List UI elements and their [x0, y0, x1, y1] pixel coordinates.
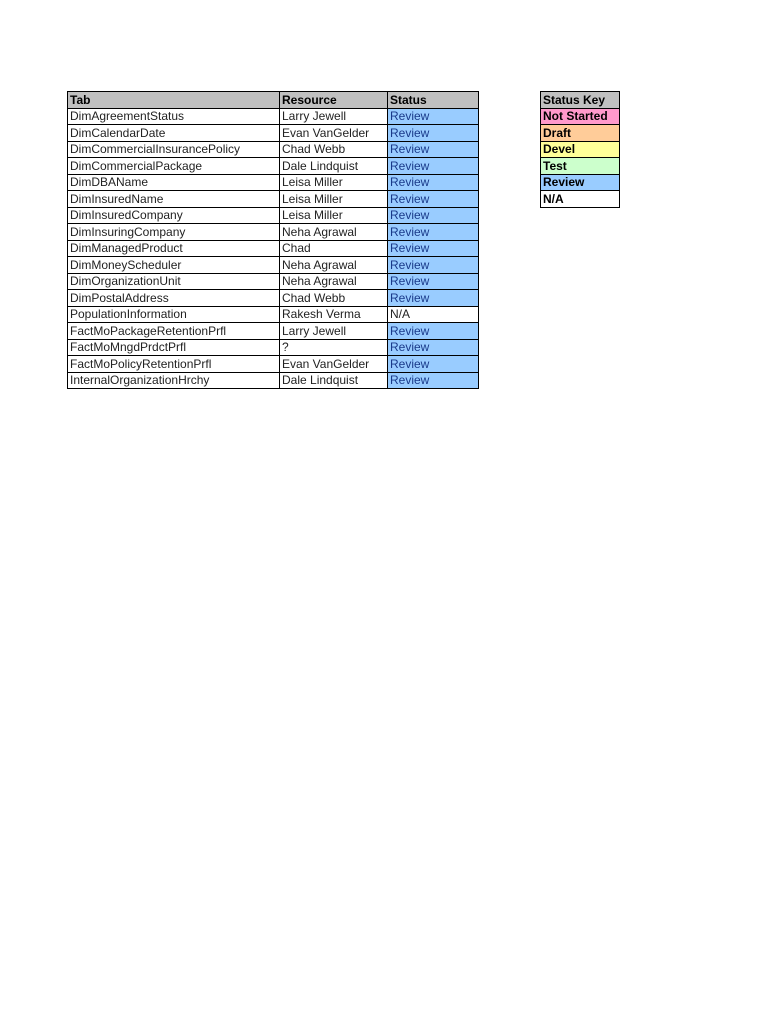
table-row	[68, 257, 479, 274]
status-cell: Review	[388, 174, 479, 191]
tab-cell: PopulationInformation	[68, 306, 280, 323]
table-row	[68, 306, 479, 323]
resource-cell: Larry Jewell	[280, 323, 388, 340]
resource-cell: Larry Jewell	[280, 108, 388, 125]
table-row	[68, 323, 479, 340]
resource-cell: Leisa Miller	[280, 174, 388, 191]
tab-cell: DimCommercialInsurancePolicy	[68, 141, 280, 158]
status-cell: Review	[388, 224, 479, 241]
resource-cell: Leisa Miller	[280, 191, 388, 208]
tab-cell: DimPostalAddress	[68, 290, 280, 307]
table-row	[68, 158, 479, 175]
status-key-item: Draft	[541, 125, 620, 142]
resource-cell: Neha Agrawal	[280, 224, 388, 241]
status-cell: Review	[388, 141, 479, 158]
status-key-row	[541, 141, 620, 158]
tab-cell: FactMoPolicyRetentionPrfl	[68, 356, 280, 373]
status-cell: Review	[388, 191, 479, 208]
table-row	[68, 339, 479, 356]
table-row	[68, 356, 479, 373]
table-row	[68, 174, 479, 191]
status-key-item: Test	[541, 158, 620, 175]
status-key-row	[541, 158, 620, 175]
table-row	[68, 191, 479, 208]
table-row	[68, 207, 479, 224]
status-key-title: Status Key	[541, 92, 620, 109]
tab-cell: DimManagedProduct	[68, 240, 280, 257]
table-row	[68, 273, 479, 290]
status-cell: Review	[388, 323, 479, 340]
status-key-item: Review	[541, 174, 620, 191]
tab-cell: DimAgreementStatus	[68, 108, 280, 125]
tab-cell: DimDBAName	[68, 174, 280, 191]
status-cell: Review	[388, 240, 479, 257]
tab-cell: FactMoPackageRetentionPrfl	[68, 323, 280, 340]
tab-cell: DimInsuredName	[68, 191, 280, 208]
resource-cell: Dale Lindquist	[280, 158, 388, 175]
table-row	[68, 108, 479, 125]
status-key-item: Not Started	[541, 108, 620, 125]
status-cell: Review	[388, 158, 479, 175]
status-cell: Review	[388, 372, 479, 389]
status-cell: Review	[388, 339, 479, 356]
resource-cell: Leisa Miller	[280, 207, 388, 224]
status-key-row	[541, 191, 620, 208]
status-key-row	[541, 108, 620, 125]
resource-cell: Rakesh Verma	[280, 306, 388, 323]
status-cell: Review	[388, 257, 479, 274]
status-key-row	[541, 125, 620, 142]
status-key-item: N/A	[541, 191, 620, 208]
resource-cell: Chad Webb	[280, 141, 388, 158]
status-cell: N/A	[388, 306, 479, 323]
status-key-header-row	[541, 92, 620, 109]
column-header-status: Status	[388, 92, 479, 109]
resource-cell: Evan VanGelder	[280, 356, 388, 373]
tab-cell: DimCommercialPackage	[68, 158, 280, 175]
resource-cell: Dale Lindquist	[280, 372, 388, 389]
table-row	[68, 141, 479, 158]
tab-cell: DimInsuredCompany	[68, 207, 280, 224]
column-header-tab: Tab	[68, 92, 280, 109]
status-cell: Review	[388, 207, 479, 224]
table-row	[68, 224, 479, 241]
status-table	[67, 91, 479, 389]
status-cell: Review	[388, 290, 479, 307]
tab-cell: DimInsuringCompany	[68, 224, 280, 241]
table-header-row	[68, 92, 479, 109]
tab-cell: DimOrganizationUnit	[68, 273, 280, 290]
tab-cell: DimCalendarDate	[68, 125, 280, 142]
tab-cell: InternalOrganizationHrchy	[68, 372, 280, 389]
tab-cell: DimMoneyScheduler	[68, 257, 280, 274]
status-key-item: Devel	[541, 141, 620, 158]
status-cell: Review	[388, 125, 479, 142]
resource-cell: Neha Agrawal	[280, 273, 388, 290]
status-cell: Review	[388, 273, 479, 290]
status-key-row	[541, 174, 620, 191]
table-row	[68, 290, 479, 307]
status-key-table	[540, 91, 620, 208]
table-row	[68, 372, 479, 389]
resource-cell: Evan VanGelder	[280, 125, 388, 142]
status-cell: Review	[388, 108, 479, 125]
column-header-resource: Resource	[280, 92, 388, 109]
tab-cell: FactMoMngdPrdctPrfl	[68, 339, 280, 356]
resource-cell: Chad	[280, 240, 388, 257]
resource-cell: Chad Webb	[280, 290, 388, 307]
table-row	[68, 240, 479, 257]
resource-cell: ?	[280, 339, 388, 356]
resource-cell: Neha Agrawal	[280, 257, 388, 274]
status-cell: Review	[388, 356, 479, 373]
table-row	[68, 125, 479, 142]
